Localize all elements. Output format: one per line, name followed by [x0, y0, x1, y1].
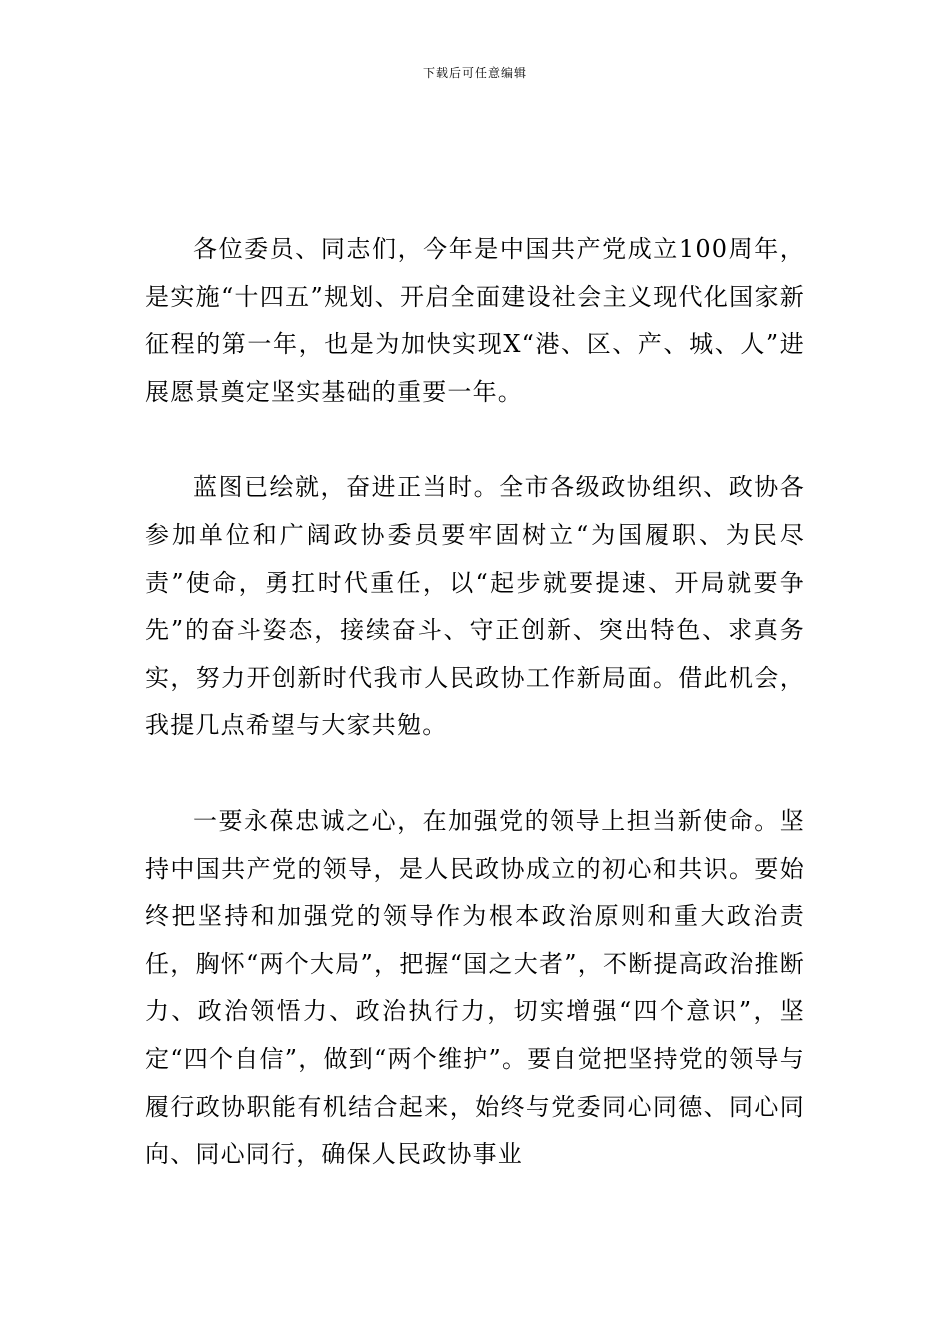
- paragraph-1: 各位委员、同志们，今年是中国共产党成立100周年，是实施“十四五”规划、开启全面建设社会主义现代化国家新征程的第一年，也是为加快实现X“港、区、产、城、人”进展愿景奠定坚实基础的重要一年。: [145, 235, 805, 406]
- paragraph-3: 一要永葆忠诚之心，在加强党的领导上担当新使命。坚持中国共产党的领导，是人民政协成立的初心和共识。要始终把坚持和加强党的领导作为根本政治原则和重大政治责任，胸怀“两个大局”，把握“国之大者”，不断提高政治推断力、政治领悟力、政治执行力，切实增强“四个意识”，坚定“四个自信”，做到“两个维护”。要自觉把坚持党的领导与履行政协职能有机结合起来，始终与党委同心同德、同心同向、同心同行，确保人民政协事业: [145, 806, 805, 1169]
- paragraph-2: 蓝图已绘就，奋进正当时。全市各级政协组织、政协各参加单位和广阔政协委员要牢固树立“为国履职、为民尽责”使命，勇扛时代重任，以“起步就要提速、开局就要争先”的奋斗姿态，接续奋斗、守正创新、突出特色、求真务实，努力开创新时代我市人民政协工作新局面。借此机会，我提几点希望与大家共勉。: [145, 473, 805, 740]
- document-body: [145, 226, 805, 1179]
- header-note: 下载后可任意编辑: [422, 66, 527, 80]
